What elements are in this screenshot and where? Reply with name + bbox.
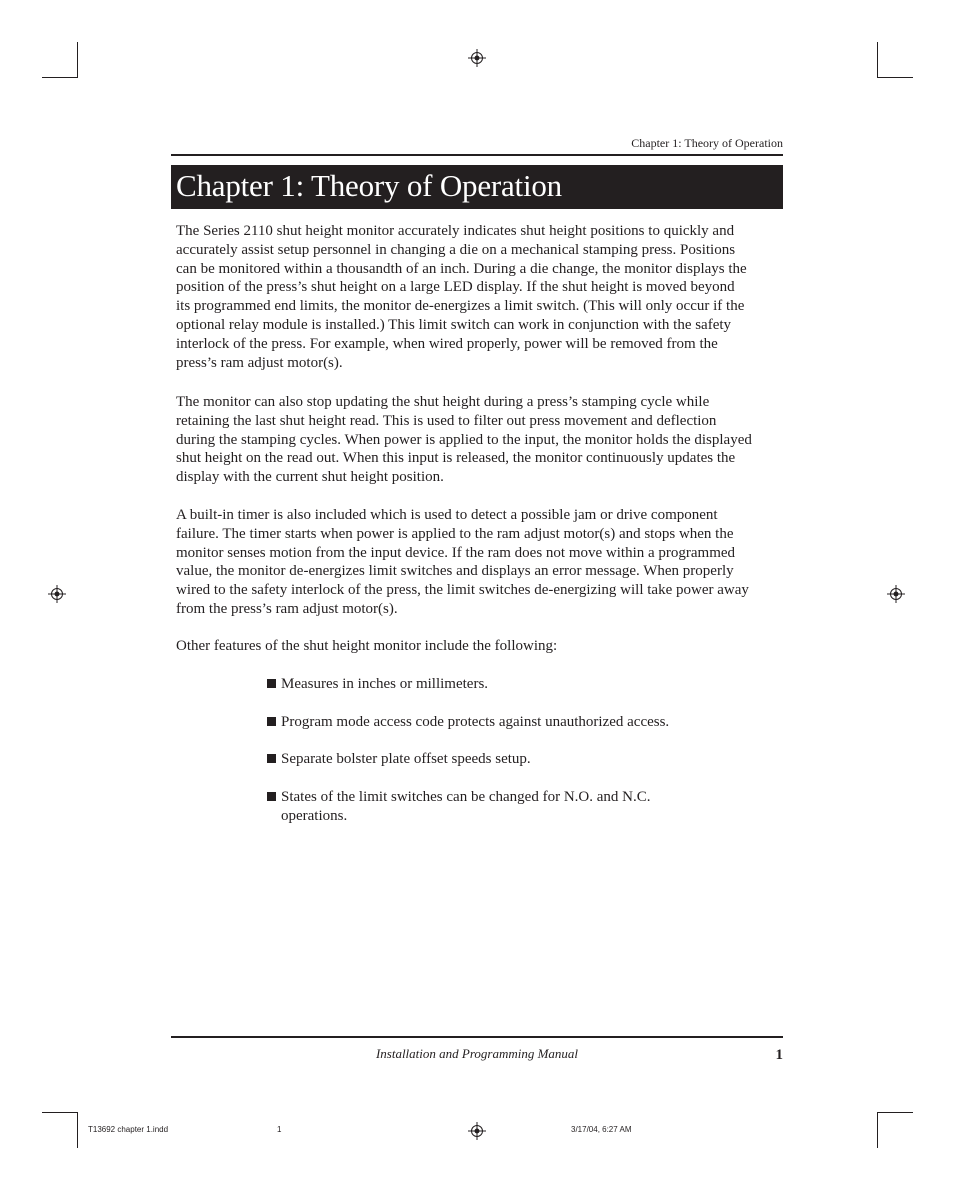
crop-mark [877, 42, 878, 78]
body-text [176, 637, 784, 656]
footer-title: Installation and Programming Manual [375, 1046, 579, 1061]
list-item [267, 788, 707, 826]
square-bullet-icon [267, 792, 276, 801]
registration-mark-icon [468, 49, 486, 67]
list-item [267, 713, 707, 732]
body-text [176, 222, 784, 372]
list-item [267, 675, 707, 694]
slug-filename: T13692 chapter 1.indd [88, 1125, 169, 1134]
list-item-text: Separate bolster plate offset speeds setup. [281, 751, 531, 768]
body-text [176, 393, 784, 487]
chapter-title-bar [171, 165, 783, 209]
registration-mark-icon [48, 585, 66, 603]
feature-list [267, 675, 707, 844]
registration-mark-icon [468, 1122, 486, 1140]
crop-mark [877, 1112, 913, 1113]
crop-mark [877, 1112, 878, 1148]
list-item-text: States of the limit switches can be changed for N.O. and N.C. operations. [281, 788, 651, 824]
registration-mark-icon [887, 585, 905, 603]
slug-page: 1 [277, 1125, 282, 1134]
crop-mark [77, 1112, 78, 1148]
square-bullet-icon [267, 717, 276, 726]
list-item-text: Measures in inches or millimeters. [281, 676, 489, 692]
paragraph: Other features of the shut height monitor include the following: [176, 638, 558, 654]
footer-rule [171, 1036, 783, 1038]
header-rule [171, 154, 783, 156]
crop-mark [42, 77, 78, 78]
chapter-title: Chapter 1: Theory of Operation [176, 168, 562, 203]
crop-mark [877, 77, 913, 78]
square-bullet-icon [267, 679, 276, 688]
page-number: 1 [775, 1047, 783, 1063]
paragraph: A built-in timer is also included which is used to detect a possible jam or drive component failure. The timer starts when power is applied to the ram adjust motor(s) and stops when the monitor senses motion from the input device. If the ram does not move within a programmed value, the monitor de-energizes limit switches and displays an error message. When properly wired to the safety interlock of the press, the limit switches de-energizing will take power away from the press’s ram adjust motor(s). [176, 507, 749, 617]
list-item [267, 750, 707, 769]
list-item-text: Program mode access code protects against unauthorized access. [281, 713, 670, 730]
slug-date: 3/17/04, 6:27 AM [571, 1125, 632, 1134]
body-text [176, 506, 784, 619]
square-bullet-icon [267, 754, 276, 763]
crop-mark [42, 1112, 78, 1113]
running-head: Chapter 1: Theory of Operation [631, 136, 783, 150]
paragraph: The monitor can also stop updating the shut height during a press’s stamping cycle while retaining the last shut height read. This is used to filter out press movement and deflection during the stamping cycles. When power is applied to the input, the monitor holds the displayed shut height on the read out. When this input is released, the monitor continuously updates the display with the current shut height position. [176, 394, 752, 486]
paragraph: The Series 2110 shut height monitor accurately indicates shut height positions to quickly and accurately assist setup personnel in changing a die on a mechanical stamping press. Positions can be monitored within a thousandth of an inch. During a die change, the monitor displays the position of the press’s shut height on a large LED display. If the shut height is moved beyond its programmed end limits, the monitor de-energizes a limit switch. (This will only occur if the optional relay module is installed.) This limit switch can work in conjunction with the safety interlock of the press. For example, when wired properly, power will be removed from the press’s ram adjust motor(s). [176, 223, 747, 371]
crop-mark [77, 42, 78, 78]
